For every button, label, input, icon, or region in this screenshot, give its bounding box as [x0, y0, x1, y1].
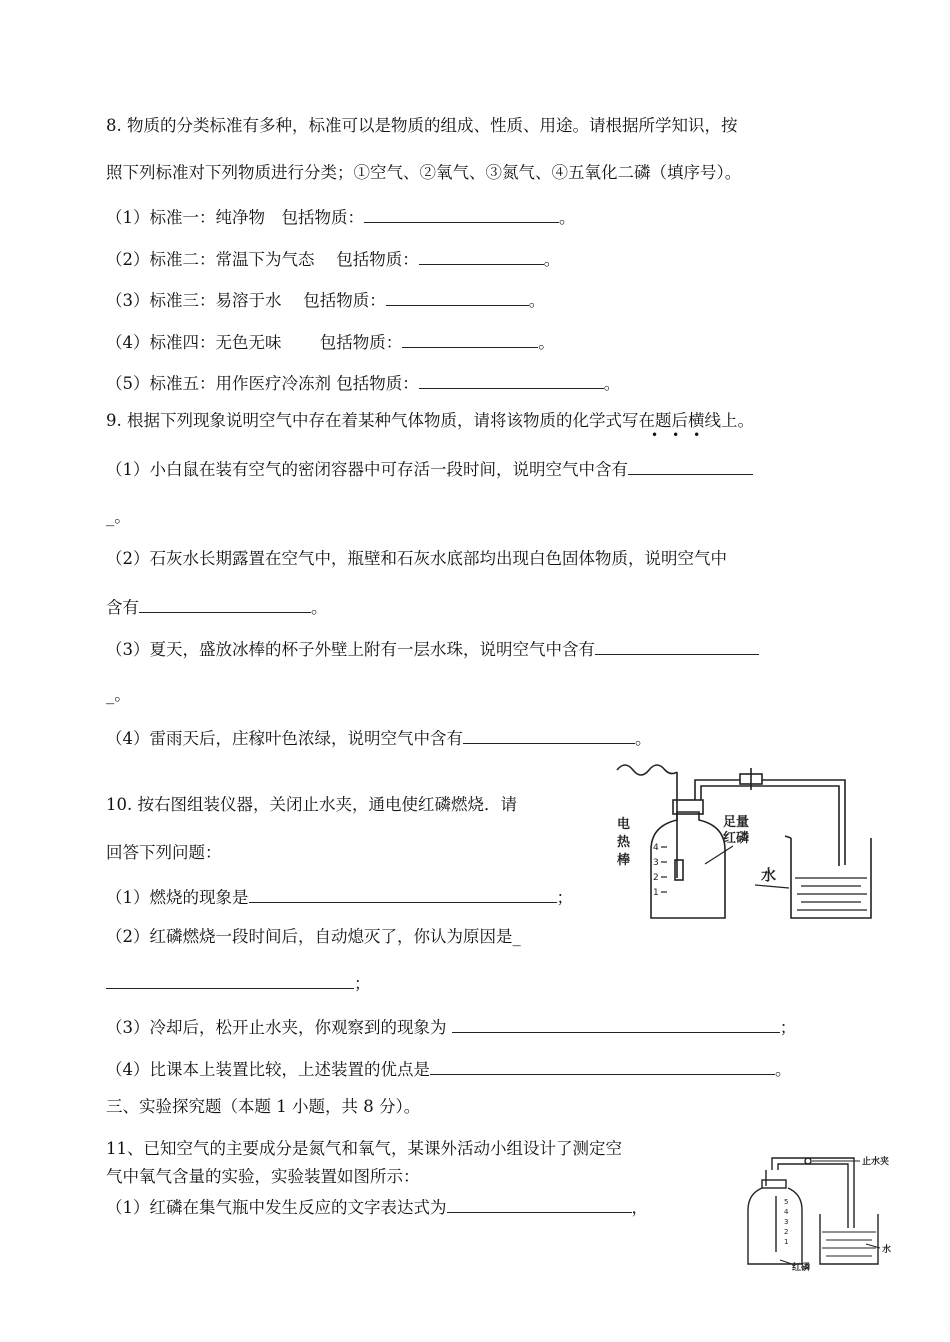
q9-answer-blank-4[interactable]	[463, 725, 635, 744]
q9-item-4-text: （4）雷雨天后，庄稼叶色浓绿，说明空气中含有	[106, 729, 463, 748]
q8-item-2-end: 。	[543, 250, 561, 269]
q9-answer-blank-3[interactable]	[595, 636, 759, 655]
scale11-3: 3	[784, 1218, 789, 1226]
q11-item-1-end: ，	[631, 1198, 648, 1217]
q10-item-4-text: （4）比课本上装置比较，上述装置的优点是	[106, 1060, 430, 1079]
q8-item-5-label: （5）标准五：用作医疗冷冻剂 包括物质：	[106, 374, 419, 393]
scale-4: 4	[653, 843, 659, 853]
q8-item-2	[106, 246, 560, 271]
q8-item-4	[106, 329, 555, 354]
q10-answer-blank-4[interactable]	[430, 1056, 775, 1075]
q8-item-3-label: （3）标准三：易溶于水 包括物质：	[106, 291, 386, 310]
q11-item-1-text: （1）红磷在集气瓶中发生反应的文字表达式为	[106, 1198, 447, 1217]
scale-2: 2	[653, 873, 659, 883]
q10-answer-blank-1[interactable]	[249, 884, 557, 903]
scale11-1: 1	[784, 1238, 789, 1246]
q10-answer-blank-2[interactable]	[106, 970, 354, 989]
q9-item-3	[106, 636, 759, 661]
q8-item-5-end: 。	[603, 374, 621, 393]
label-clamp: 止水夹	[862, 1157, 890, 1167]
q8-intro-line2: 照下列标准对下列物质进行分类；①空气、②氧气、③氮气、④五氧化二磷（填序号）。	[106, 163, 742, 182]
q10-item-3	[106, 1014, 796, 1039]
section-3-heading: 三、实验探究题（本题 1 小题，共 8 分）。	[106, 1097, 421, 1116]
q10-item-2-cont	[106, 970, 371, 995]
label-rod-1: 电	[617, 817, 631, 832]
scale11-4: 4	[784, 1208, 789, 1216]
label-phosphorus-1: 足量	[723, 815, 750, 830]
q11-intro-line2: 气中氧气含量的实验，实验装置如图所示：	[106, 1167, 420, 1186]
label-water: 水	[761, 866, 777, 884]
q10-intro-line2: 回答下列问题：	[106, 843, 222, 862]
scale-1: 1	[653, 888, 659, 898]
q8-item-2-label: （2）标准二：常温下为气态 包括物质：	[106, 250, 419, 269]
q8-item-1	[106, 204, 576, 229]
q9-item-2: （2）石灰水长期露置在空气中，瓶壁和石灰水底部均出现白色固体物质，说明空气中	[106, 549, 727, 568]
q8-item-3-end: 。	[528, 291, 546, 310]
q9-item-3-end: _。	[106, 685, 131, 704]
q11-apparatus-figure	[736, 1152, 896, 1272]
q9-item-3-text: （3）夏天，盛放冰棒的杯子外壁上附有一层水珠，说明空气中含有	[106, 640, 595, 659]
q9-item-1-end: _。	[106, 507, 131, 526]
q9-item-4	[106, 725, 652, 750]
q10-apparatus-figure	[605, 760, 915, 935]
q8-item-4-end: 。	[538, 333, 555, 352]
q10-item-1-text: （1）燃烧的现象是	[106, 888, 249, 907]
q10-item-1	[106, 884, 573, 909]
q9-answer-blank-1[interactable]	[628, 456, 753, 475]
label-rod-3: 棒	[617, 853, 631, 868]
q10-item-4-end: 。	[775, 1060, 792, 1079]
q9-intro: 9. 根据下列现象说明空气中存在着某种气体物质，请将该物质的化学式写在题后横线上。	[106, 411, 754, 430]
q8-intro-line1: 8. 物质的分类标准有多种，标准可以是物质的组成、性质、用途。请根据所学知识，按	[106, 116, 738, 135]
q10-item-3-text: （3）冷却后，松开止水夹，你观察到的现象为	[106, 1018, 452, 1037]
label-rod-2: 热	[617, 835, 631, 850]
q8-answer-blank-3[interactable]	[386, 287, 529, 306]
label-phosphorus-2: 红磷	[723, 831, 750, 846]
q10-item-2-end: ；	[354, 974, 371, 993]
q10-answer-blank-3[interactable]	[452, 1014, 780, 1033]
q10-item-3-end: ；	[779, 1018, 797, 1037]
q9-item-1-text: （1）小白鼠在装有空气的密闭容器中可存活一段时间，说明空气中含有	[106, 460, 628, 479]
q9-item-2-cont	[106, 594, 328, 619]
q11-answer-blank-1[interactable]	[447, 1194, 632, 1213]
q8-item-1-label: （1）标准一：纯净物 包括物质：	[106, 208, 364, 227]
q11-intro-line1: 11、已知空气的主要成分是氮气和氧气，某课外活动小组设计了测定空	[106, 1139, 622, 1158]
q8-answer-blank-1[interactable]	[364, 204, 559, 223]
q10-item-1-end: ；	[556, 888, 573, 907]
q9-item-4-end: 。	[635, 729, 652, 748]
emphasis-dots: •••	[651, 428, 715, 442]
q8-item-1-end: 。	[559, 208, 576, 227]
q9-item-2-prefix: 含有	[106, 598, 139, 617]
scale11-2: 2	[784, 1228, 789, 1236]
label-phosphorus-11: 红磷	[792, 1263, 811, 1272]
q9-item-2-end: 。	[311, 598, 328, 617]
q9-item-1	[106, 456, 753, 481]
q8-answer-blank-2[interactable]	[419, 246, 544, 265]
q10-intro-line1: 10. 按右图组装仪器，关闭止水夹，通电使红磷燃烧．请	[106, 795, 517, 814]
q8-item-5	[106, 370, 620, 395]
q8-item-3	[106, 287, 545, 312]
q10-item-4	[106, 1056, 792, 1081]
q11-item-1	[106, 1194, 648, 1219]
q8-answer-blank-5[interactable]	[419, 370, 604, 389]
scale-3: 3	[653, 858, 659, 868]
label-water-11: 水	[882, 1245, 892, 1255]
scale11-5: 5	[784, 1198, 789, 1206]
q9-answer-blank-2[interactable]	[139, 594, 311, 613]
q10-item-2: （2）红磷燃烧一段时间后，自动熄灭了，你认为原因是_	[106, 927, 521, 946]
q8-answer-blank-4[interactable]	[402, 329, 538, 348]
q8-item-4-label: （4）标准四：无色无味 包括物质：	[106, 333, 403, 352]
